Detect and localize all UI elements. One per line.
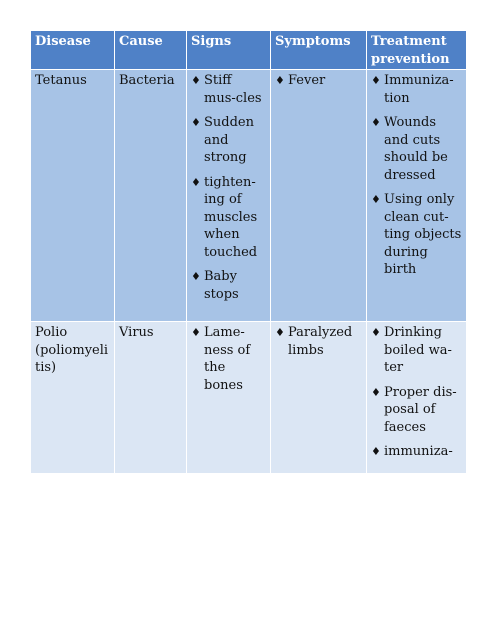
- list-item: ♦ Immuniza-tion: [371, 73, 454, 106]
- diamond-bullet-icon: ♦: [191, 326, 201, 339]
- cell-signs: [187, 70, 271, 322]
- diamond-bullet-icon: ♦: [371, 116, 381, 129]
- cell-treatment: [367, 70, 467, 322]
- diamond-bullet-icon: ♦: [371, 385, 381, 399]
- table-row-polio: [31, 322, 467, 474]
- diamond-bullet-icon: ♦: [371, 74, 381, 87]
- treatment-list: [371, 72, 462, 279]
- list-item: ♦ Paralyzed limbs: [275, 325, 353, 358]
- cell-cause: Virus: [115, 322, 187, 474]
- cell-treatment: [367, 322, 467, 474]
- table-header-row: [31, 31, 467, 70]
- signs-list: [191, 324, 266, 394]
- symptoms-list: [275, 72, 362, 90]
- header-signs: Signs: [187, 31, 271, 70]
- cell-disease: Tetanus: [31, 70, 115, 322]
- list-item: ♦ Fever: [275, 73, 326, 88]
- diamond-bullet-icon: ♦: [275, 74, 285, 87]
- list-item: ♦ Stiff mus-cles: [191, 73, 262, 106]
- diamond-bullet-icon: ♦: [191, 175, 201, 189]
- cell-symptoms: [271, 70, 367, 322]
- diamond-bullet-icon: ♦: [371, 445, 381, 458]
- list-item: ♦ Sudden and strong: [191, 115, 254, 165]
- treatment-list: [371, 324, 462, 461]
- table-row-tetanus: [31, 70, 467, 322]
- diamond-bullet-icon: ♦: [371, 326, 381, 339]
- header-symptoms: Symptoms: [271, 31, 367, 70]
- cell-cause: Bacteria: [115, 70, 187, 322]
- header-disease: Disease: [31, 31, 115, 70]
- list-item: ♦ Baby stops: [191, 269, 239, 302]
- diamond-bullet-icon: ♦: [191, 270, 201, 283]
- list-item: ♦ Proper dis-posal of faeces: [371, 384, 457, 435]
- header-treatment-prevention: Treatment prevention: [367, 31, 467, 70]
- diamond-bullet-icon: ♦: [371, 193, 381, 206]
- cell-disease: Polio (poliomyeli tis): [31, 322, 115, 474]
- list-item: ♦ Wounds and cuts should be dressed: [371, 115, 448, 183]
- cell-symptoms: [271, 322, 367, 474]
- list-item: ♦ immuniza-: [371, 444, 453, 459]
- diamond-bullet-icon: ♦: [191, 74, 201, 87]
- signs-list: [191, 72, 266, 303]
- diamond-bullet-icon: ♦: [275, 326, 285, 339]
- list-item: ♦ Lame-ness of the bones: [191, 325, 251, 393]
- diamond-bullet-icon: ♦: [191, 116, 201, 129]
- disease-table: [30, 30, 467, 474]
- header-cause: Cause: [115, 31, 187, 70]
- symptoms-list: [275, 324, 362, 359]
- cell-signs: [187, 322, 271, 474]
- list-item: ♦ Using only clean cut-ting objects during birth: [371, 192, 462, 277]
- list-item: ♦ Drinking boiled wa-ter: [371, 325, 452, 375]
- list-item: ♦ tighten-ing of muscles when touched: [191, 174, 258, 260]
